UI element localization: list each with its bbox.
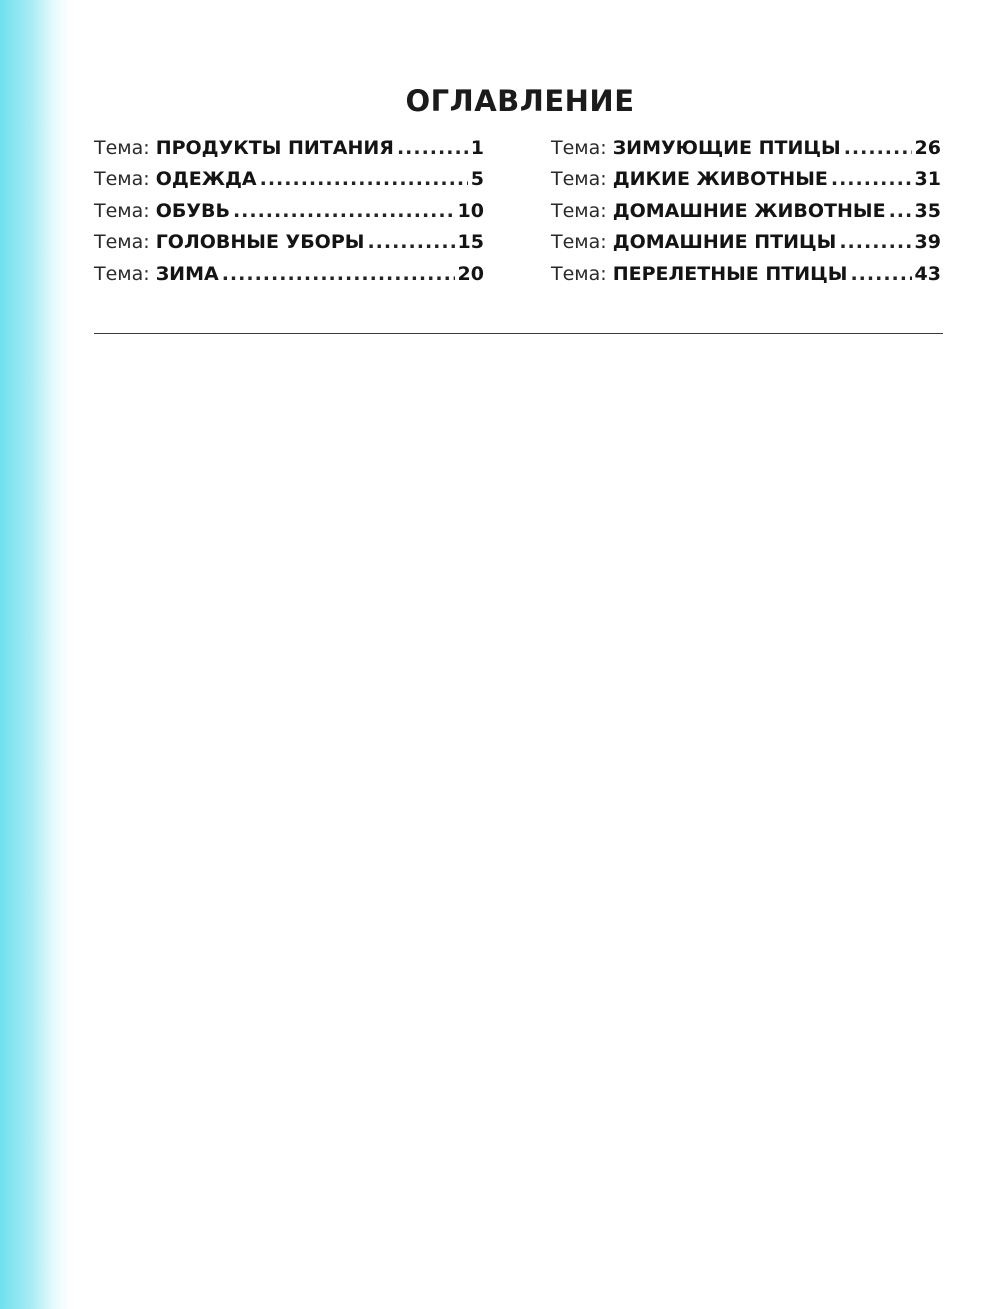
toc-entry[interactable] xyxy=(94,263,484,294)
page-title: ОГЛАВЛЕНИЕ xyxy=(405,84,635,118)
toc-entry-topic: ПРОДУКТЫ ПИТАНИЯ xyxy=(155,137,394,159)
toc-entry-prefix: Тема: xyxy=(94,262,150,285)
toc-entry[interactable] xyxy=(551,200,941,231)
toc-leader-dots xyxy=(367,231,454,253)
toc-entry-topic: ОБУВЬ xyxy=(155,199,230,222)
toc-leader-dots xyxy=(260,168,468,190)
toc-left-column xyxy=(94,137,484,294)
toc-leader-dots xyxy=(222,263,455,285)
toc-entry-topic: ОДЕЖДА xyxy=(155,168,257,191)
toc-leader-dots xyxy=(850,263,911,285)
toc-entry-prefix: Тема: xyxy=(551,262,607,285)
toc-entry-page: 39 xyxy=(914,231,941,254)
toc-entry[interactable] xyxy=(94,200,484,231)
toc-entry-topic: ЗИМУЮЩИЕ ПТИЦЫ xyxy=(612,137,841,159)
toc-entry-page: 31 xyxy=(914,168,941,191)
toc-entry-topic: ДИКИЕ ЖИВОТНЫЕ xyxy=(612,168,828,191)
toc-entry[interactable] xyxy=(94,137,484,168)
toc-entry-topic: ПЕРЕЛЕТНЫЕ ПТИЦЫ xyxy=(612,262,848,285)
toc-entry-prefix: Тема: xyxy=(551,231,607,254)
toc-entry[interactable] xyxy=(94,168,484,199)
toc-leader-dots xyxy=(397,137,468,159)
toc-leader-dots xyxy=(889,200,912,222)
toc-entry-prefix: Тема: xyxy=(94,168,150,191)
toc-entry[interactable] xyxy=(551,137,941,168)
toc-entry-prefix: Тема: xyxy=(551,199,607,222)
toc-entry[interactable] xyxy=(551,263,941,294)
toc-entry[interactable] xyxy=(551,168,941,199)
toc-entry-page: 43 xyxy=(914,262,941,285)
toc-leader-dots xyxy=(831,168,912,190)
toc-entry-page: 5 xyxy=(470,168,484,191)
toc-entry-page: 26 xyxy=(914,137,941,159)
toc-entry-prefix: Тема: xyxy=(94,137,150,159)
toc-leader-dots xyxy=(839,231,911,253)
toc-entry-prefix: Тема: xyxy=(94,231,150,254)
toc-entry-topic: ЗИМА xyxy=(155,262,219,285)
toc-entry-prefix: Тема: xyxy=(551,137,607,159)
toc-entry-page: 10 xyxy=(457,199,484,222)
toc-entry-topic: ДОМАШНИЕ ЖИВОТНЫЕ xyxy=(612,199,886,222)
toc-right-column xyxy=(551,137,941,294)
toc-entry-page: 1 xyxy=(470,137,484,159)
horizontal-divider xyxy=(94,333,943,334)
toc-entry[interactable] xyxy=(551,231,941,262)
toc-entry[interactable] xyxy=(94,231,484,262)
toc-leader-dots xyxy=(844,137,912,159)
toc-entry-page: 15 xyxy=(457,231,484,254)
toc-entry-topic: ДОМАШНИЕ ПТИЦЫ xyxy=(612,231,837,254)
toc-entry-page: 35 xyxy=(914,199,941,222)
toc-leader-dots xyxy=(233,200,455,222)
toc-entry-page: 20 xyxy=(457,262,484,285)
toc-entry-prefix: Тема: xyxy=(551,168,607,191)
toc-entry-prefix: Тема: xyxy=(94,199,150,222)
toc-entry-topic: ГОЛОВНЫЕ УБОРЫ xyxy=(155,231,365,254)
